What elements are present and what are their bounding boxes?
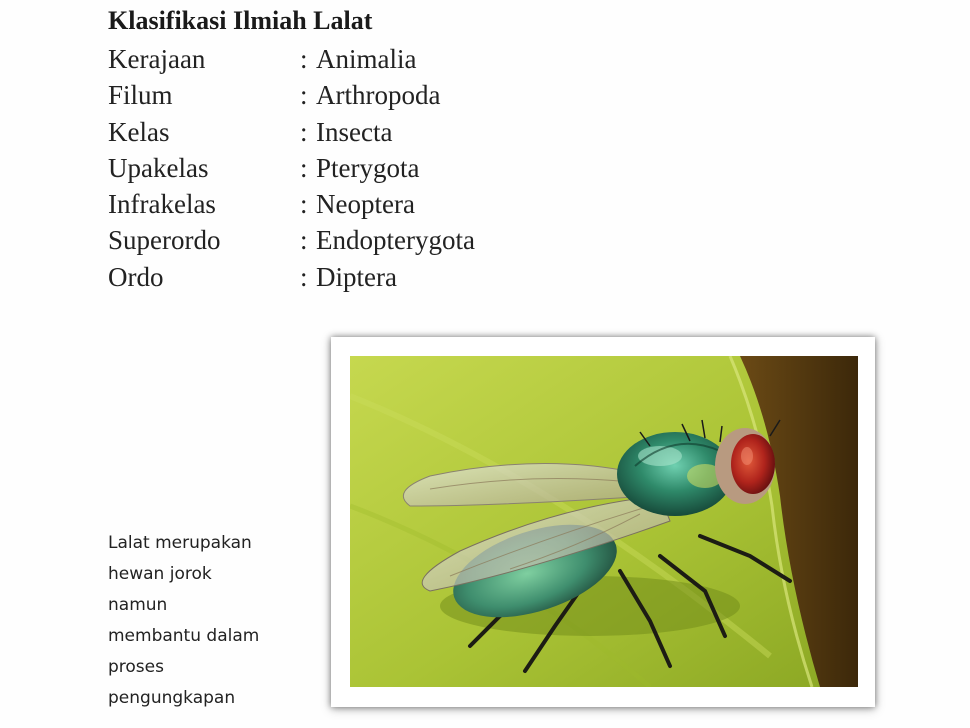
- rank-value: Pterygota: [316, 152, 420, 183]
- caption-line: hewan jorok: [108, 564, 212, 584]
- caption-line: pengungkapan: [108, 688, 236, 708]
- classification-row: [108, 260, 475, 296]
- classification-row: [108, 151, 475, 187]
- rank-label: Kerajaan: [108, 44, 206, 74]
- rank-value: Endopterygota: [316, 225, 475, 256]
- classification-row: [108, 42, 475, 78]
- caption-line: Lalat merupakan: [108, 533, 252, 553]
- caption-line: membantu dalam: [108, 626, 260, 646]
- rank-value: Arthropoda: [316, 80, 441, 111]
- rank-value: Neoptera: [316, 189, 415, 220]
- classification-row: [108, 187, 475, 223]
- rank-value: Diptera: [316, 261, 397, 292]
- rank-value: Animalia: [316, 44, 417, 74]
- rank-label: Kelas: [108, 116, 170, 147]
- classification-row: [108, 115, 475, 151]
- separator: :: [300, 189, 308, 220]
- fly-photo: [350, 356, 858, 687]
- rank-label: Ordo: [108, 261, 164, 292]
- separator: :: [300, 225, 308, 256]
- rank-label: Superordo: [108, 225, 221, 256]
- classification-row: [108, 78, 475, 114]
- rank-label: Filum: [108, 80, 173, 111]
- separator: :: [300, 80, 308, 111]
- photo-caption: [108, 528, 308, 714]
- separator: :: [300, 44, 308, 74]
- classification-row: [108, 223, 475, 259]
- document-title: Klasifikasi Ilmiah Lalat: [108, 6, 373, 35]
- rank-label: Infrakelas: [108, 189, 216, 220]
- caption-line: namun: [108, 595, 168, 615]
- photo-frame: [331, 337, 875, 707]
- caption-line: proses: [108, 657, 164, 677]
- separator: :: [300, 116, 308, 147]
- classification-list: [108, 42, 475, 296]
- separator: :: [300, 261, 308, 292]
- fly-illustration: [350, 356, 858, 687]
- rank-value: Insecta: [316, 116, 393, 147]
- rank-label: Upakelas: [108, 152, 209, 183]
- separator: :: [300, 152, 308, 183]
